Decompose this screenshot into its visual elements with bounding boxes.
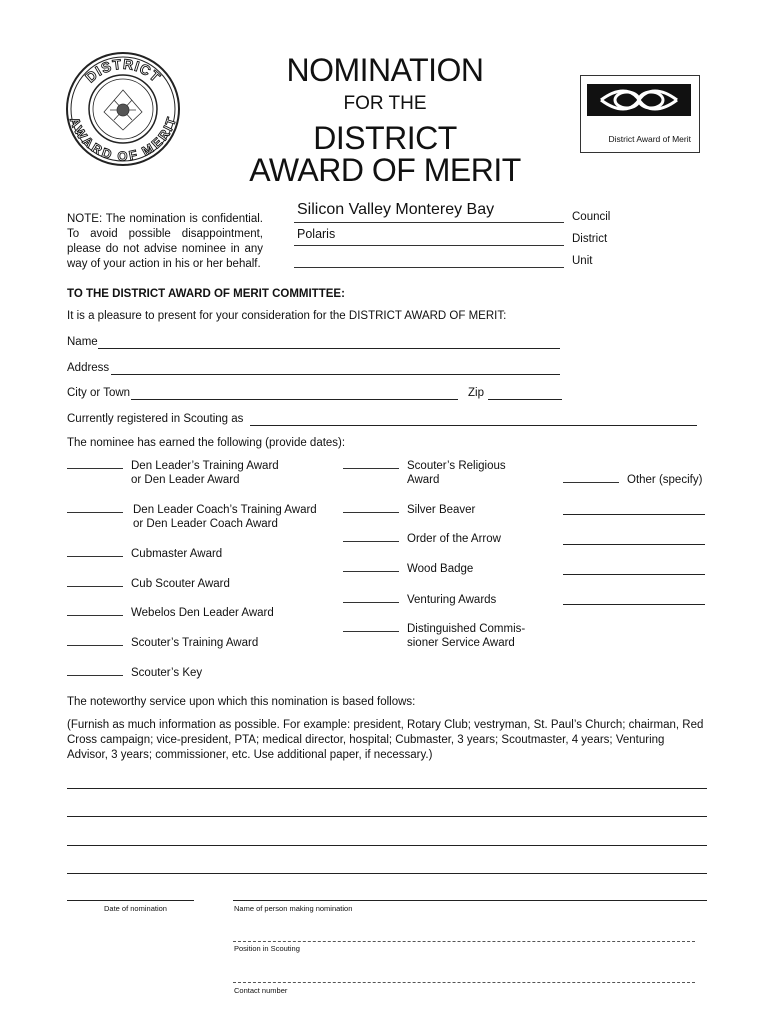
award-label: Cubmaster Award	[131, 548, 223, 560]
award-label: Cub Scouter Award	[131, 578, 230, 590]
award-label: Wood Badge	[407, 563, 474, 575]
award-label: Webelos Den Leader Award	[131, 607, 274, 619]
square-knot-icon	[587, 84, 691, 116]
date-blank[interactable]	[343, 468, 399, 469]
award-label: Scouter’s Religious Award	[407, 460, 506, 486]
service-line-4[interactable]	[67, 873, 707, 874]
svg-text:AWARD OF MERIT: AWARD OF MERIT	[66, 115, 180, 164]
award-order-of-the-arrow[interactable]	[343, 532, 501, 546]
title-for-the: FOR THE	[343, 93, 427, 114]
district-label: District	[572, 233, 608, 245]
other-line-3[interactable]	[563, 574, 705, 575]
award-scouters-training[interactable]	[67, 636, 258, 650]
confidential-note: NOTE: The nomination is confidential. To avoid possible disappointment, please do not advise nominee in any way of your action in his or her behalf.	[67, 213, 263, 270]
svg-text:DISTRICT: DISTRICT	[82, 55, 165, 86]
district-value: Polaris	[297, 227, 336, 241]
title-district: DISTRICT	[313, 120, 457, 156]
date-blank[interactable]	[67, 512, 123, 513]
address-input-line[interactable]	[111, 374, 560, 375]
award-den-leader[interactable]	[67, 459, 279, 487]
service-instructions: (Furnish as much information as possible. For example: president, Rotary Club; vestryman, St. Paul’s Church; chairman, Red Cross campaign; vice-president, PTA; medical director, hospital; Cubmaster, 3 years; Scoutmaster, 4 years; Venturing Advisor, 3 years; commissioner, etc. Use additional paper, if necessary.)	[67, 719, 704, 761]
award-webelos-den-leader[interactable]	[67, 606, 274, 620]
service-line-1[interactable]	[67, 788, 707, 789]
registered-input-line[interactable]	[250, 425, 697, 426]
award-label: Order of the Arrow	[407, 533, 501, 545]
date-blank[interactable]	[343, 541, 399, 542]
award-label: Den Leader Coach’s Training Award or Den Leader Coach Award	[133, 504, 317, 530]
award-cubmaster[interactable]	[67, 547, 222, 561]
earned-label: The nominee has earned the following (provide dates):	[67, 437, 346, 449]
award-scouters-religious[interactable]	[343, 459, 506, 487]
nominator-name-line[interactable]	[233, 900, 707, 901]
unit-field[interactable]	[294, 250, 564, 268]
award-label: Scouter’s Key	[131, 667, 203, 679]
zip-input-line[interactable]	[488, 399, 562, 400]
city-input-line[interactable]	[131, 399, 458, 400]
title-nomination: NOMINATION	[286, 52, 484, 88]
date-blank[interactable]	[67, 615, 123, 616]
award-scouters-key[interactable]	[67, 666, 202, 680]
name-label: Name	[67, 336, 98, 348]
award-cub-scouter[interactable]	[67, 577, 230, 591]
date-blank[interactable]	[67, 468, 123, 469]
other-line-2[interactable]	[563, 544, 705, 545]
award-label: Distinguished Commis- sioner Service Award	[407, 623, 526, 649]
position-line[interactable]	[233, 941, 695, 942]
zip-label: Zip	[468, 387, 484, 399]
date-blank[interactable]	[67, 645, 123, 646]
award-other-specify[interactable]	[563, 473, 702, 487]
district-field[interactable]	[294, 226, 564, 246]
award-den-leader-coach[interactable]	[67, 503, 317, 531]
date-blank[interactable]	[343, 512, 399, 513]
date-blank[interactable]	[67, 586, 123, 587]
nominator-name-label: Name of person making nomination	[234, 904, 353, 913]
award-venturing[interactable]	[343, 593, 496, 607]
award-distinguished-commissioner[interactable]	[343, 622, 525, 650]
council-field[interactable]	[294, 200, 564, 223]
date-blank[interactable]	[343, 602, 399, 603]
award-label: Silver Beaver	[407, 504, 476, 516]
intro-text: It is a pleasure to present for your consideration for the DISTRICT AWARD OF MERIT:	[67, 310, 507, 322]
other-line-1[interactable]	[563, 514, 705, 515]
award-label: Other (specify)	[627, 474, 703, 486]
contact-line[interactable]	[233, 982, 695, 983]
award-label: Scouter’s Training Award	[131, 637, 259, 649]
district-award-seal	[64, 50, 182, 168]
position-label: Position in Scouting	[234, 944, 300, 953]
city-label: City or Town	[67, 387, 131, 399]
date-blank[interactable]	[343, 571, 399, 572]
service-heading: The noteworthy service upon which this nomination is based follows:	[67, 696, 416, 708]
date-blank[interactable]	[343, 631, 399, 632]
council-value: Silicon Valley Monterey Bay	[297, 201, 495, 218]
contact-label: Contact number	[234, 986, 288, 995]
award-label: Venturing Awards	[407, 594, 497, 606]
unit-label: Unit	[572, 255, 593, 267]
award-silver-beaver[interactable]	[343, 503, 475, 517]
date-blank[interactable]	[563, 482, 619, 483]
date-of-nomination-line[interactable]	[67, 900, 194, 901]
service-line-3[interactable]	[67, 845, 707, 846]
date-blank[interactable]	[67, 556, 123, 557]
badge-caption: District Award of Merit	[608, 134, 691, 144]
address-label: Address	[67, 362, 110, 374]
date-of-nomination-label: Date of nomination	[104, 904, 167, 913]
award-label: Den Leader’s Training Award or Den Leader Award	[131, 460, 279, 486]
other-line-4[interactable]	[563, 604, 705, 605]
title-award-of-merit: AWARD OF MERIT	[249, 152, 521, 188]
date-blank[interactable]	[67, 675, 123, 676]
service-line-2[interactable]	[67, 816, 707, 817]
registered-label: Currently registered in Scouting as	[67, 413, 244, 425]
council-label: Council	[572, 211, 611, 223]
committee-heading: TO THE DISTRICT AWARD OF MERIT COMMITTEE:	[67, 288, 345, 300]
award-wood-badge[interactable]	[343, 562, 473, 576]
award-knot-badge	[580, 75, 700, 153]
name-input-line[interactable]	[98, 348, 560, 349]
